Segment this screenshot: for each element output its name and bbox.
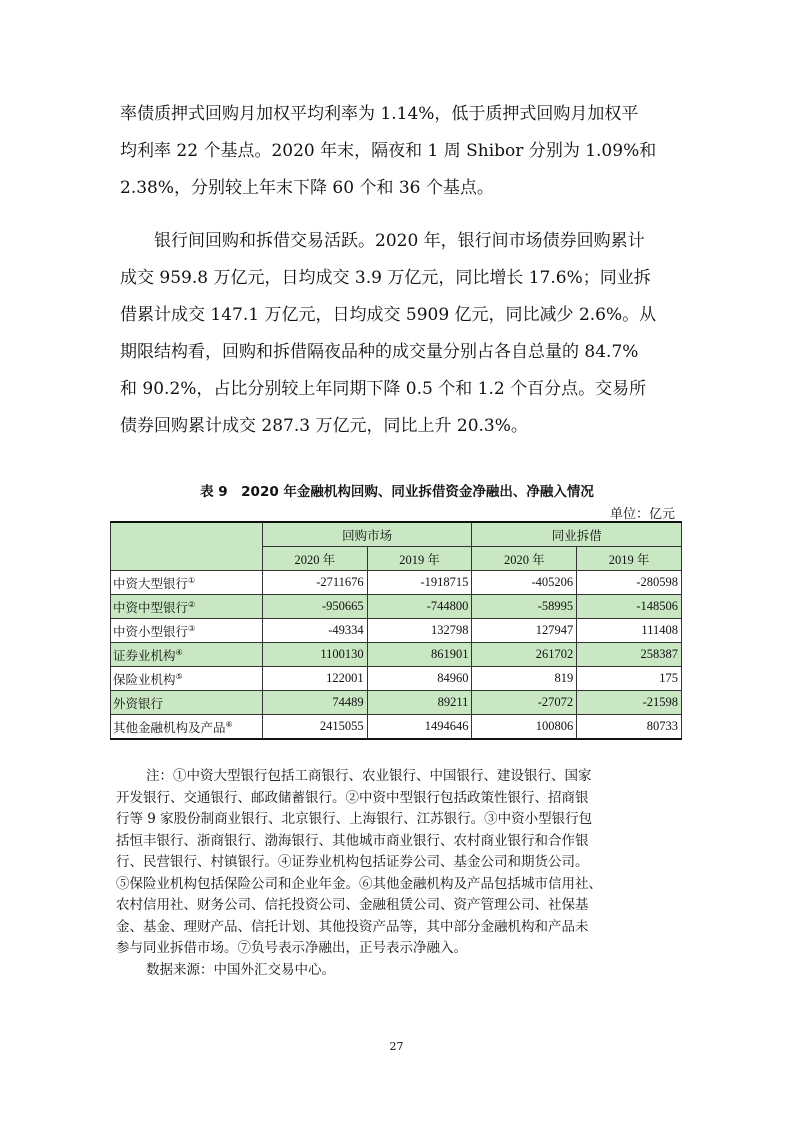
row-label: 外资银行 <box>111 691 263 715</box>
paragraph-1 <box>120 96 676 207</box>
table-cell: 80733 <box>577 715 682 740</box>
table-cell: -21598 <box>577 691 682 715</box>
table-row <box>111 667 682 691</box>
note-line: 行、民营银行、村镇银行。④证券业机构包括证券公司、基金公司和期货公司。 <box>116 854 589 870</box>
data-table <box>110 521 682 740</box>
table-notes <box>116 766 679 981</box>
table-cell: -148506 <box>577 595 682 619</box>
table-cell: 1494646 <box>367 715 472 740</box>
table-cell: 111408 <box>577 619 682 643</box>
paragraph-line: 借累计成交 147.1 万亿元，日均成交 5909 亿元，同比减少 2.6%。从 <box>120 305 657 325</box>
table-cell: -1918715 <box>367 571 472 595</box>
table-cell: 84960 <box>367 667 472 691</box>
paragraph-line: 银行间回购和拆借交易活跃。2020 年，银行间市场债券回购累计 <box>154 231 645 251</box>
table-cell: 100806 <box>472 715 577 740</box>
table-cell: 1100130 <box>262 643 367 667</box>
table-cell: 132798 <box>367 619 472 643</box>
note-line: 金、基金、理财产品、信托计划、其他投资产品等，其中部分金融机构和产品未 <box>116 918 589 935</box>
table-cell: 261702 <box>472 643 577 667</box>
paragraph-line: 和 90.2%，占比分别较上年同期下降 0.5 个和 1.2 个百分点。交易所 <box>120 379 647 399</box>
table-cell: 127947 <box>472 619 577 643</box>
table-caption: 表 9 2020 年金融机构回购、同业拆借资金净融出、净融入情况 <box>200 484 594 500</box>
note-line: 行等 9 家股份制商业银行、北京银行、上海银行、江苏银行。③中资小型银行包 <box>116 811 593 827</box>
table-cell: -405206 <box>472 571 577 595</box>
note-line: 参与同业拆借市场。⑦负号表示净融出，正号表示净融入。 <box>116 940 467 956</box>
header-year: 2019 年 <box>577 547 682 571</box>
table-row <box>111 715 682 740</box>
table-cell: 819 <box>472 667 577 691</box>
table-row <box>111 571 682 595</box>
table-row <box>111 619 682 643</box>
table-cell: -58995 <box>472 595 577 619</box>
note-line: 括恒丰银行、浙商银行、渤海银行、其他城市商业银行、农村商业银行和合作银 <box>116 832 589 849</box>
note-line: 注：①中资大型银行包括工商银行、农业银行、中国银行、建设银行、国家 <box>146 768 592 784</box>
header-blank <box>111 522 263 571</box>
table-cell: 74489 <box>262 691 367 715</box>
table-cell: -744800 <box>367 595 472 619</box>
paragraph-line: 债券回购累计成交 287.3 万亿元，同比上升 20.3%。 <box>120 416 528 436</box>
header-interbank-lending: 同业拆借 <box>472 522 682 547</box>
row-label: 中资小型银行③ <box>111 619 263 643</box>
table-cell: 258387 <box>577 643 682 667</box>
table-unit: 单位：亿元 <box>609 507 675 522</box>
header-repo-market: 回购市场 <box>262 522 472 547</box>
paragraph-line: 2.38%，分别较上年末下降 60 个和 36 个基点。 <box>120 178 494 198</box>
table-cell: -950665 <box>262 595 367 619</box>
paragraph-line: 率债质押式回购月加权平均利率为 1.14%，低于质押式回购月加权平 <box>120 104 639 124</box>
row-label: 中资中型银行② <box>111 595 263 619</box>
paragraph-2 <box>120 223 676 445</box>
table-cell: -280598 <box>577 571 682 595</box>
table-cell: 122001 <box>262 667 367 691</box>
paragraph-line: 均利率 22 个基点。2020 年末，隔夜和 1 周 Shibor 分别为 1.09%和 <box>120 141 657 161</box>
row-label: 证券业机构④ <box>111 643 263 667</box>
table-cell: 89211 <box>367 691 472 715</box>
table-cell: -2711676 <box>262 571 367 595</box>
table-cell: 861901 <box>367 643 472 667</box>
table-cell: -49334 <box>262 619 367 643</box>
header-year: 2019 年 <box>367 547 472 571</box>
note-line: 开发银行、交通银行、邮政储蓄银行。②中资中型银行包括政策性银行、招商银 <box>116 789 589 806</box>
table-row <box>111 691 682 715</box>
note-line: 农村信用社、财务公司、信托投资公司、金融租赁公司、资产管理公司、社保基 <box>116 897 589 913</box>
page-number: 27 <box>389 1040 404 1053</box>
table-cell: 175 <box>577 667 682 691</box>
paragraph-line: 成交 959.8 万亿元，日均成交 3.9 万亿元，同比增长 17.6%；同业拆 <box>120 268 651 288</box>
header-year: 2020 年 <box>262 547 367 571</box>
header-year: 2020 年 <box>472 547 577 571</box>
note-line: ⑤保险业机构包括保险公司和企业年金。⑥其他金融机构及产品包括城市信用社、 <box>116 875 602 892</box>
row-label: 保险业机构⑤ <box>111 667 263 691</box>
table-row <box>111 595 682 619</box>
table-cell: 2415055 <box>262 715 367 740</box>
paragraph-line: 期限结构看，回购和拆借隔夜品种的成交量分别占各自总量的 84.7% <box>120 342 639 362</box>
data-source: 数据来源：中国外汇交易中心。 <box>146 961 335 978</box>
row-label: 中资大型银行① <box>111 571 263 595</box>
table-cell: -27072 <box>472 691 577 715</box>
row-label: 其他金融机构及产品⑥ <box>111 715 263 740</box>
table-row <box>111 643 682 667</box>
